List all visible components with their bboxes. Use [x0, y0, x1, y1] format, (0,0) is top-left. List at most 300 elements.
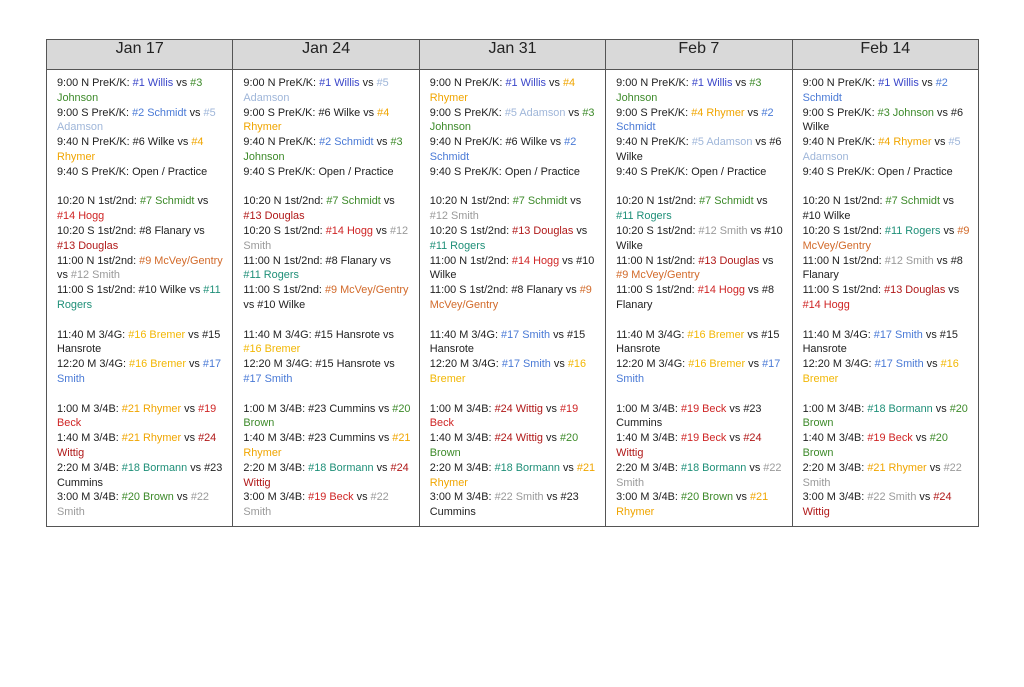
game-text: 12:20 M 3/4G: #15 Hansrote vs: [243, 358, 395, 371]
game-text: vs: [373, 461, 391, 474]
week-games-feb-14: [792, 70, 978, 527]
team-name: #24 Wittig: [57, 432, 217, 459]
game-text: vs #6 Wilke: [616, 136, 782, 163]
game-text: vs #23 Cummins: [616, 402, 762, 430]
team-name: #24 Wittig: [243, 461, 409, 489]
game-text: 11:00 N 1st/2nd:: [429, 254, 512, 267]
game-line: [243, 165, 410, 180]
game-line: [803, 76, 970, 106]
game-line: [430, 194, 597, 224]
team-name: #24 Wittig: [802, 491, 952, 519]
week-games-jan-17: [47, 70, 233, 527]
game-line: [803, 357, 970, 387]
team-name: #20 Brown: [802, 432, 948, 459]
game-line: [616, 431, 783, 461]
game-text: 9:40 S PreK/K: Open / Practice: [57, 165, 208, 178]
game-text: 9:40 N PreK/K:: [616, 136, 692, 149]
game-text: vs: [945, 284, 960, 297]
team-name: #13 Douglas: [57, 239, 119, 252]
game-text: vs #10 Wilke: [802, 195, 954, 223]
time-block: [430, 402, 597, 520]
game-text: 9:00 N PreK/K:: [616, 77, 692, 89]
team-name: #17 Smith: [874, 358, 924, 371]
team-name: #19 Beck: [308, 491, 354, 504]
time-block: [243, 328, 410, 387]
game-text: vs: [923, 358, 941, 371]
team-name: #19 Beck: [680, 402, 727, 415]
game-line: [243, 328, 410, 358]
game-line: [243, 135, 410, 165]
game-line: [430, 76, 597, 106]
week-games-feb-7: [606, 70, 792, 527]
team-name: #14 Hogg: [511, 254, 560, 267]
team-name: #2 Schmidt: [132, 106, 187, 119]
team-name: #19 Beck: [429, 402, 579, 430]
game-text: vs: [916, 491, 934, 504]
game-text: vs: [912, 432, 930, 445]
game-text: 9:40 N PreK/K: #6 Wilke vs: [429, 136, 565, 149]
team-name: #16 Bremer: [128, 328, 186, 341]
game-text: 9:00 N PreK/K:: [429, 77, 506, 89]
game-text: vs: [173, 491, 191, 504]
game-text: 12:20 M 3/4G:: [57, 358, 130, 371]
team-name: #7 Schmidt: [326, 195, 381, 208]
team-name: #17 Smith: [57, 358, 222, 385]
game-text: vs: [380, 195, 395, 208]
game-text: vs #10 Wilke: [243, 298, 306, 311]
game-text: 9:00 S PreK/K:: [802, 106, 878, 119]
game-text: vs #8 Flanary: [802, 254, 963, 282]
game-text: vs: [543, 432, 560, 445]
game-text: 10:20 N 1st/2nd:: [616, 195, 700, 208]
game-text: 1:00 M 3/4B:: [802, 402, 868, 415]
game-text: 10:20 S 1st/2nd:: [243, 224, 326, 237]
game-line: [616, 402, 783, 432]
team-name: #20 Brown: [121, 491, 174, 504]
time-block: [616, 328, 783, 387]
game-text: 9:00 S PreK/K:: [616, 106, 692, 119]
game-line: [803, 461, 970, 491]
game-line: [57, 135, 224, 165]
game-text: vs: [543, 402, 560, 415]
team-name: #12 Smith: [70, 269, 120, 282]
game-text: 2:20 M 3/4B:: [802, 461, 868, 474]
game-text: 12:20 M 3/4G:: [616, 358, 689, 371]
team-name: #18 Bormann: [121, 461, 188, 474]
game-line: [243, 490, 410, 520]
game-text: 10:20 N 1st/2nd:: [429, 195, 513, 208]
game-text: vs: [918, 77, 936, 89]
team-name: #21 Rhymer: [429, 461, 596, 489]
time-block: [803, 76, 970, 180]
game-line: [243, 357, 410, 387]
team-name: #12 Smith: [884, 254, 934, 267]
game-text: 11:00 N 1st/2nd:: [616, 254, 699, 267]
game-line: [803, 490, 970, 520]
game-text: 2:20 M 3/4B:: [429, 461, 495, 474]
game-text: vs #10 Wilke: [616, 224, 783, 252]
game-text: 1:00 M 3/4B:: [57, 402, 122, 415]
time-block: [57, 194, 224, 312]
game-text: 10:20 S 1st/2nd:: [802, 224, 885, 237]
game-line: [616, 283, 783, 313]
game-text: 3:00 M 3/4B:: [429, 491, 495, 504]
game-text: vs: [373, 136, 391, 149]
game-line: [616, 165, 783, 180]
team-name: #20 Brown: [680, 491, 734, 504]
game-text: vs: [353, 491, 371, 504]
team-name: #13 Douglas: [884, 284, 946, 297]
week-header-feb-14: Feb 14: [792, 40, 978, 70]
game-line: [803, 165, 970, 180]
game-text: vs: [573, 224, 588, 237]
team-name: #7 Schmidt: [139, 195, 195, 208]
game-text: 11:40 M 3/4G:: [57, 328, 129, 341]
game-text: 12:20 M 3/4G:: [802, 358, 875, 371]
team-name: #3 Johnson: [616, 77, 762, 104]
team-name: #22 Smith: [243, 491, 389, 519]
team-name: #2 Schmidt: [319, 136, 374, 149]
team-name: #18 Bormann: [680, 461, 747, 474]
game-text: vs: [372, 224, 390, 237]
team-name: #5 Adamson: [802, 136, 961, 163]
game-line: [803, 328, 970, 358]
game-text: 9:40 S PreK/K: Open / Practice: [243, 165, 394, 178]
game-line: [57, 106, 224, 136]
game-text: vs #8 Flanary: [616, 284, 775, 311]
team-name: #20 Brown: [429, 432, 579, 459]
game-text: 9:40 N PreK/K:: [802, 136, 879, 149]
team-name: #24 Wittig: [494, 402, 543, 415]
game-line: [243, 461, 410, 491]
game-text: 10:20 N 1st/2nd:: [243, 195, 327, 208]
game-text: 10:20 N 1st/2nd:: [57, 195, 140, 208]
game-line: [430, 224, 597, 254]
game-line: [803, 283, 970, 313]
game-text: 3:00 M 3/4B:: [616, 491, 681, 504]
game-line: [57, 328, 224, 358]
team-name: #17 Smith: [243, 372, 293, 385]
team-name: #21 Rhymer: [616, 491, 769, 519]
time-block: [57, 328, 224, 387]
game-line: [57, 357, 224, 387]
team-name: #9 McVey/Gentry: [139, 254, 223, 267]
game-text: vs: [759, 254, 774, 267]
game-line: [803, 431, 970, 461]
game-text: 1:40 M 3/4B: #23 Cummins vs: [243, 432, 393, 445]
game-line: [57, 490, 224, 520]
game-line: [57, 76, 224, 106]
team-name: #21 Rhymer: [121, 432, 182, 445]
game-line: [616, 254, 783, 284]
game-text: 1:40 M 3/4B:: [802, 432, 868, 445]
time-block: [430, 76, 597, 180]
team-name: #11 Rogers: [243, 269, 299, 282]
game-text: 9:00 N PreK/K:: [57, 77, 133, 89]
game-text: 3:00 M 3/4B:: [802, 491, 868, 504]
game-text: vs #15 Hansrote: [616, 328, 780, 356]
game-text: 11:40 M 3/4G:: [616, 328, 688, 341]
game-line: [57, 461, 224, 491]
team-name: #5 Adamson: [691, 136, 753, 149]
game-line: [430, 490, 597, 520]
time-block: [57, 76, 224, 180]
schedule-table: [46, 39, 979, 527]
team-name: #17 Smith: [501, 358, 551, 371]
game-text: vs #15 Hansrote: [57, 328, 221, 356]
game-text: vs #10 Wilke: [429, 254, 595, 282]
game-text: vs: [732, 77, 750, 89]
game-text: 12:20 M 3/4G:: [429, 358, 502, 371]
team-name: #9 McVey/Gentry: [429, 284, 592, 311]
game-line: [430, 461, 597, 491]
game-text: vs: [194, 195, 209, 208]
team-name: #1 Willis: [691, 77, 733, 89]
week-header-jan-24: Jan 24: [233, 40, 419, 70]
team-name: #1 Willis: [505, 77, 546, 89]
game-line: [57, 402, 224, 432]
game-text: 1:00 M 3/4B:: [616, 402, 681, 415]
time-block: [616, 76, 783, 180]
team-name: #7 Schmidt: [512, 195, 568, 208]
game-text: 1:40 M 3/4B:: [57, 432, 122, 445]
team-name: #4 Rhymer: [57, 136, 204, 163]
game-line: [243, 194, 410, 224]
game-text: 11:40 M 3/4G:: [429, 328, 502, 341]
game-text: 11:00 S 1st/2nd: #8 Flanary vs: [429, 284, 580, 297]
team-name: #16 Bremer: [688, 358, 746, 371]
game-text: 2:20 M 3/4B:: [616, 461, 681, 474]
team-name: #22 Smith: [616, 461, 782, 489]
team-name: #19 Beck: [57, 402, 217, 430]
game-line: [57, 165, 224, 180]
team-name: #21 Rhymer: [867, 461, 927, 474]
game-line: [430, 357, 597, 387]
team-name: #5 Adamson: [243, 77, 389, 104]
game-text: 2:20 M 3/4B:: [243, 461, 309, 474]
team-name: #16 Bremer: [802, 358, 959, 385]
game-line: [243, 254, 410, 284]
time-block: [616, 194, 783, 312]
team-name: #14 Hogg: [802, 298, 850, 311]
team-name: #1 Willis: [132, 77, 174, 89]
game-line: [616, 461, 783, 491]
game-text: vs #23 Cummins: [57, 461, 223, 489]
team-name: #13 Douglas: [243, 210, 305, 223]
game-text: 9:00 S PreK/K:: [429, 106, 505, 119]
game-text: 10:20 N 1st/2nd:: [802, 195, 886, 208]
team-name: #21 Rhymer: [243, 432, 411, 459]
game-line: [616, 106, 783, 136]
time-block: [803, 194, 970, 312]
team-name: #19 Beck: [680, 432, 727, 445]
game-text: vs: [181, 432, 199, 445]
team-name: #16 Bremer: [687, 328, 745, 341]
game-text: 9:40 S PreK/K: Open / Practice: [429, 165, 580, 178]
time-block: [430, 328, 597, 387]
team-name: #18 Bormann: [867, 402, 933, 415]
game-text: 11:00 S 1st/2nd:: [243, 284, 325, 297]
team-name: #16 Bremer: [243, 343, 301, 356]
game-text: vs: [926, 461, 944, 474]
game-text: 9:40 N PreK/K:: [243, 136, 320, 149]
game-line: [243, 402, 410, 432]
game-line: [616, 194, 783, 224]
week-header-jan-31: Jan 31: [419, 40, 605, 70]
game-line: [803, 254, 970, 284]
team-name: #22 Smith: [867, 491, 917, 504]
team-name: #12 Smith: [698, 224, 748, 237]
time-block: [57, 402, 224, 520]
game-line: [616, 357, 783, 387]
game-text: 1:40 M 3/4B:: [429, 432, 495, 445]
games-row: [47, 70, 979, 527]
game-text: vs #23 Cummins: [429, 491, 579, 519]
team-name: #3 Johnson: [243, 136, 403, 163]
team-name: #12 Smith: [243, 224, 409, 252]
game-text: 11:00 N 1st/2nd:: [57, 254, 140, 267]
game-text: 10:20 S 1st/2nd: #8 Flanary vs: [57, 224, 205, 237]
game-text: vs: [753, 195, 768, 208]
game-line: [243, 76, 410, 106]
game-text: 3:00 M 3/4B:: [243, 491, 309, 504]
game-line: [616, 490, 783, 520]
game-text: vs: [746, 461, 764, 474]
team-name: #12 Smith: [429, 210, 479, 223]
time-block: [430, 194, 597, 312]
game-text: vs: [745, 358, 763, 371]
game-line: [243, 431, 410, 461]
game-line: [803, 224, 970, 254]
team-name: #16 Bremer: [429, 358, 586, 385]
game-text: vs: [57, 269, 71, 282]
team-name: #17 Smith: [616, 358, 781, 385]
team-name: #3 Johnson: [877, 106, 934, 119]
team-name: #22 Smith: [802, 461, 962, 489]
team-name: #3 Johnson: [57, 77, 203, 104]
team-name: #3 Johnson: [429, 106, 595, 134]
team-name: #13 Douglas: [698, 254, 760, 267]
game-text: 1:00 M 3/4B: #23 Cummins vs: [243, 402, 393, 415]
team-name: #4 Rhymer: [691, 106, 745, 119]
game-line: [803, 106, 970, 136]
game-text: 9:40 S PreK/K: Open / Practice: [616, 165, 767, 178]
game-line: [616, 224, 783, 254]
game-text: vs #6 Wilke: [802, 106, 964, 134]
game-text: 11:00 N 1st/2nd: #8 Flanary vs: [243, 254, 391, 267]
team-name: #7 Schmidt: [885, 195, 940, 208]
game-text: vs: [931, 136, 949, 149]
game-text: vs: [186, 106, 204, 119]
team-name: #13 Douglas: [512, 224, 574, 237]
team-name: #11 Rogers: [616, 210, 672, 223]
game-text: 11:00 N 1st/2nd:: [802, 254, 885, 267]
time-block: [243, 194, 410, 312]
game-text: 11:00 S 1st/2nd:: [802, 284, 885, 297]
game-text: vs: [559, 461, 577, 474]
game-line: [430, 254, 597, 284]
game-line: [616, 76, 783, 106]
game-text: vs: [932, 402, 950, 415]
game-text: 1:40 M 3/4B:: [616, 432, 681, 445]
game-text: vs: [185, 358, 203, 371]
team-name: #24 Wittig: [616, 432, 762, 459]
game-text: vs #15 Hansrote: [802, 328, 958, 356]
game-text: 1:00 M 3/4B:: [429, 402, 495, 415]
game-line: [616, 135, 783, 165]
time-block: [803, 402, 970, 520]
team-name: #19 Beck: [867, 432, 913, 445]
game-text: 3:00 M 3/4B:: [57, 491, 122, 504]
week-games-jan-24: [233, 70, 419, 527]
team-name: #11 Rogers: [884, 224, 941, 237]
game-line: [430, 283, 597, 313]
game-line: [430, 165, 597, 180]
game-text: 9:40 S PreK/K: Open / Practice: [802, 165, 953, 178]
team-name: #4 Rhymer: [429, 77, 576, 104]
team-name: #16 Bremer: [129, 358, 186, 371]
time-block: [243, 402, 410, 520]
game-line: [430, 402, 597, 432]
game-text: vs: [726, 432, 744, 445]
game-line: [803, 135, 970, 165]
team-name: #20 Brown: [243, 402, 411, 430]
team-name: #2 Schmidt: [616, 106, 774, 134]
time-block: [803, 328, 970, 387]
game-line: [803, 402, 970, 432]
team-name: #9 McVey/Gentry: [616, 269, 700, 282]
game-text: 10:20 S 1st/2nd:: [429, 224, 513, 237]
team-name: #5 Adamson: [57, 106, 216, 134]
team-name: #18 Bormann: [494, 461, 560, 474]
game-text: vs: [567, 195, 582, 208]
game-text: 11:00 S 1st/2nd: #10 Wilke vs: [57, 284, 204, 297]
game-text: 2:20 M 3/4B:: [57, 461, 122, 474]
week-header-jan-17: Jan 17: [47, 40, 233, 70]
team-name: #11 Rogers: [57, 284, 221, 311]
game-line: [57, 254, 224, 284]
game-line: [616, 328, 783, 358]
time-block: [616, 402, 783, 520]
game-text: 9:00 S PreK/K: #6 Wilke vs: [243, 106, 378, 119]
game-text: vs: [744, 106, 762, 119]
game-text: 10:20 S 1st/2nd:: [616, 224, 699, 237]
time-block: [243, 76, 410, 180]
team-name: #2 Schmidt: [802, 77, 948, 104]
team-name: #1 Willis: [878, 77, 919, 89]
week-header-feb-7: Feb 7: [606, 40, 792, 70]
team-name: #17 Smith: [501, 328, 551, 341]
team-name: #14 Hogg: [697, 284, 745, 297]
team-name: #4 Rhymer: [243, 106, 390, 134]
game-line: [803, 194, 970, 224]
team-name: #9 McVey/Gentry: [324, 284, 409, 297]
game-text: 11:40 M 3/4G:: [802, 328, 874, 341]
team-name: #5 Adamson: [504, 106, 566, 119]
team-name: #1 Willis: [319, 77, 360, 89]
team-name: #22 Smith: [57, 491, 209, 519]
game-line: [243, 224, 410, 254]
team-name: #20 Brown: [802, 402, 968, 430]
game-line: [57, 283, 224, 313]
game-text: vs: [565, 106, 583, 119]
game-line: [430, 431, 597, 461]
team-name: #17 Smith: [873, 328, 923, 341]
game-text: 9:40 N PreK/K: #6 Wilke vs: [57, 136, 192, 149]
game-text: 11:00 S 1st/2nd:: [616, 284, 698, 297]
game-text: vs: [181, 402, 199, 415]
game-text: vs #15 Hansrote: [429, 328, 586, 356]
